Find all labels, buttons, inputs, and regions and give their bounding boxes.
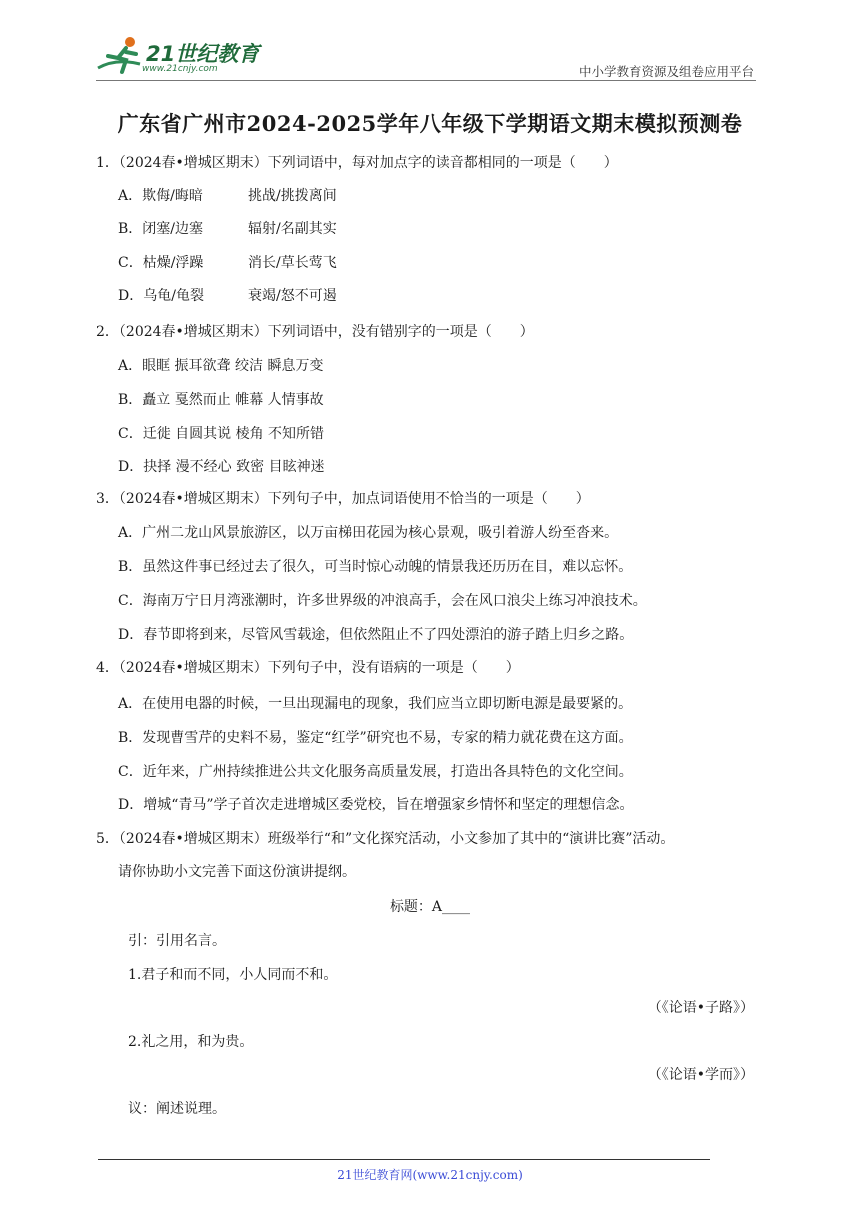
q3-option-c: C．海南万宁日月湾涨潮时，许多世界级的冲浪高手，会在风口浪尖上练习冲浪技术。	[118, 593, 647, 609]
question-3-stem: 3．（2024春•增城区期末）下列句子中，加点词语使用不恰当的一项是（ ）	[96, 491, 590, 507]
q4-option-c: C．近年来，广州持续推进公共文化服务高质量发展，打造出各具特色的文化空间。	[118, 764, 633, 780]
q1-a-part1: A．欺侮/晦暗	[118, 188, 203, 204]
q1-option-d	[118, 285, 337, 305]
outline-quote-2: 2.礼之用，和为贵。	[128, 1034, 254, 1050]
outline-intro: 引：引用名言。	[128, 933, 226, 949]
footer-site: 21世纪教育网(www.21cnjy.com)	[337, 1168, 523, 1182]
q1-b-part2: 辐射/名副其实	[248, 221, 337, 237]
platform-label: 中小学教育资源及组卷应用平台	[578, 64, 754, 79]
page-title: 广东省广州市2024-2025学年八年级下学期语文期末模拟预测卷	[117, 111, 743, 136]
q4-option-b: B．发现曹雪芹的史料不易，鉴定“红学”研究也不易，专家的精力就花费在这方面。	[118, 730, 633, 746]
outline-quote-1: 1.君子和而不同，小人同而不和。	[128, 967, 338, 983]
q2-option-d: D．抉择 漫不经心 致密 目眩神迷	[118, 459, 325, 475]
question-5-stem: 5．（2024春•增城区期末）班级举行“和”文化探究活动，小文参加了其中的“演讲比赛”活动。	[96, 831, 675, 847]
quote-2-source: （《论语•学而》）	[647, 1067, 754, 1083]
q2-option-c: C．迁徙 自圆其说 棱角 不知所错	[118, 426, 325, 442]
q3-option-b: B．虽然这件事已经过去了很久，可当时惊心动魄的情景我还历历在目，难以忘怀。	[118, 559, 633, 575]
question-5-stem-continued: 请你协助小文完善下面这份演讲提纲。	[118, 864, 356, 880]
brand-name: 21世纪教育	[146, 42, 260, 66]
quote-1-source: （《论语•子路》）	[647, 1000, 754, 1016]
q1-c-part1: C．枯燥/浮躁	[118, 255, 204, 271]
q4-option-d: D．增城“青马”学子首次走进增城区委党校，旨在增强家乡情怀和坚定的理想信念。	[118, 797, 634, 813]
q3-option-d: D．春节即将到来，尽管风雪载途，但依然阻止不了四处漂泊的游子踏上归乡之路。	[118, 627, 634, 643]
q1-d-part1: D．乌龟/龟裂	[118, 288, 204, 304]
q3-option-a: A．广州二龙山风景旅游区，以万亩梯田花园为核心景观，吸引着游人纷至沓来。	[118, 525, 619, 541]
q2-option-b: B．矗立 戛然而止 帷幕 人情事故	[118, 392, 324, 408]
outline-title: 标题：A____	[389, 899, 471, 915]
q4-option-a: A．在使用电器的时候，一旦出现漏电的现象，我们应当立即切断电源是最要紧的。	[118, 696, 633, 712]
q1-b-part1: B．闭塞/边塞	[118, 221, 204, 237]
q1-option-a	[118, 185, 337, 205]
header-divider	[96, 80, 756, 81]
q1-option-c	[118, 252, 337, 272]
footer-divider	[98, 1159, 710, 1160]
question-1-stem: 1．（2024春•增城区期末）下列词语中，每对加点字的读音都相同的一项是（ ）	[96, 155, 618, 171]
question-4-stem: 4．（2024春•增城区期末）下列句子中，没有语病的一项是（ ）	[96, 660, 520, 676]
q1-d-part2: 衰竭/怒不可遏	[248, 288, 337, 304]
q1-a-part2: 挑战/挑拨离间	[248, 188, 337, 204]
question-2-stem: 2．（2024春•增城区期末）下列词语中，没有错别字的一项是（ ）	[96, 324, 534, 340]
outline-discuss: 议：阐述说理。	[128, 1101, 226, 1117]
brand-url: www.21cnjy.com	[142, 64, 218, 74]
q1-option-b	[118, 218, 337, 238]
q1-c-part2: 消长/草长莺飞	[248, 255, 337, 271]
q2-option-a: A．眼眶 振耳欲聋 绞洁 瞬息万变	[118, 358, 324, 374]
